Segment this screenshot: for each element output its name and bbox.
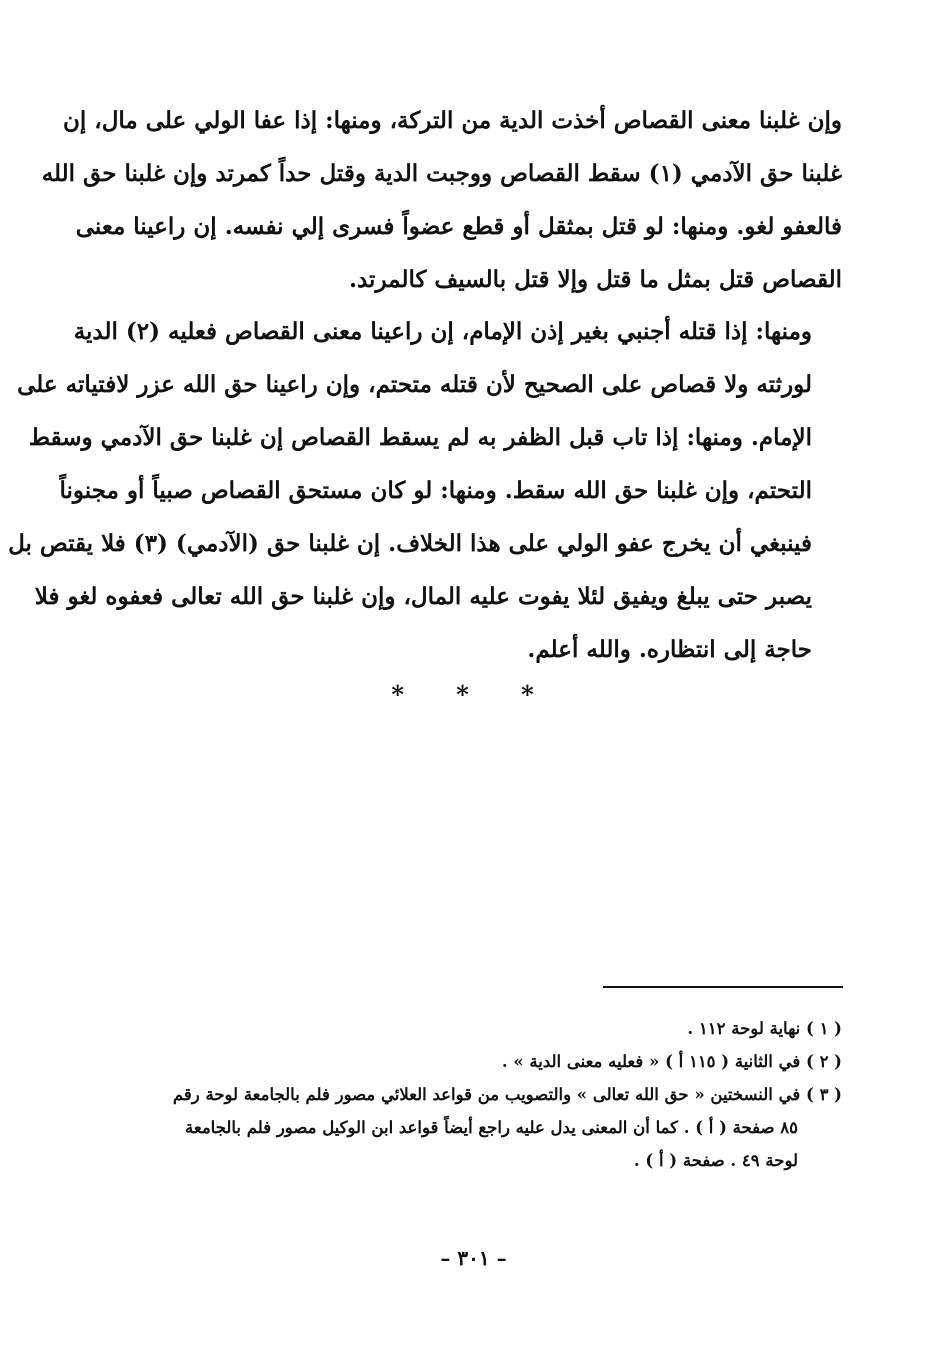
text-line: القصاص قتل بمثل ما قتل وإلا قتل بالسيف كالمرتد. (348, 266, 842, 293)
page-number: – ٣٠١ – (440, 1246, 507, 1270)
footnotes (100, 1012, 842, 1177)
text-line: غلبنا حق الآدمي (١) سقط القصاص ووجبت الدية وقتل حداً كمرتد وإن غلبنا حق الله (41, 160, 842, 187)
paragraph-2 (8, 305, 842, 676)
footnote-divider (603, 986, 843, 988)
text-line: لورثته ولا قصاص على الصحيح لأن قتله متحتم، وإن راعينا حق الله عزر لافتياته على (17, 371, 812, 398)
footnote-3-continuation: لوحة ٤٩ . صفحة ( أ ) . (633, 1151, 798, 1170)
text-line: حاجة إلى انتظاره. والله أعلم. (527, 636, 812, 663)
text-line: الإمام. ومنها: إذا تاب قبل الظفر به لم يسقط القصاص إن غلبنا حق الآدمي وسقط (28, 424, 812, 451)
text-line: فالعفو لغو. ومنها: لو قتل بمثقل أو قطع عضواً فسرى إلي نفسه. إن راعينا معنى (75, 213, 842, 240)
text-line: يصبر حتى يبلغ ويفيق لئلا يفوت عليه المال، وإن غلبنا حق الله تعالى فعفوه لغو فلا (34, 583, 812, 610)
text-line: ومنها: إذا قتله أجنبي بغير إذن الإمام، إن راعينا معنى القصاص فعليه (٢) الدية (73, 318, 812, 345)
footnote-2: ( ٢ ) في الثانية ( ١١٥ أ ) « فعليه معنى الدية » . (501, 1052, 842, 1071)
footnote-1: ( ١ ) نهاية لوحة ١١٢ . (687, 1019, 842, 1038)
footnote-3: ( ٣ ) في النسختين « حق الله تعالى » والتصويب من قواعد العلائي مصور فلم بالجامعة لوحة رقم (172, 1085, 842, 1104)
text-line: وإن غلبنا معنى القصاص أخذت الدية من التركة، ومنها: إذا عفا الولي على مال، إن (62, 107, 842, 134)
paragraph-1 (41, 94, 842, 306)
text-line: فينبغي أن يخرج عفو الولي على هذا الخلاف. إن غلبنا حق (الآدمي) (٣) فلا يقتص بل (8, 530, 812, 557)
text-line: التحتم، وإن غلبنا حق الله سقط. ومنها: لو كان مستحق القصاص صبياً أو مجنوناً (59, 477, 812, 504)
section-separator: * * * (391, 680, 556, 709)
footnote-3-continuation: ٨٥ صفحة ( أ ) . كما أن المعنى يدل عليه راجع أيضاً قواعد ابن الوكيل مصور فلم بالجامعة (185, 1118, 798, 1137)
